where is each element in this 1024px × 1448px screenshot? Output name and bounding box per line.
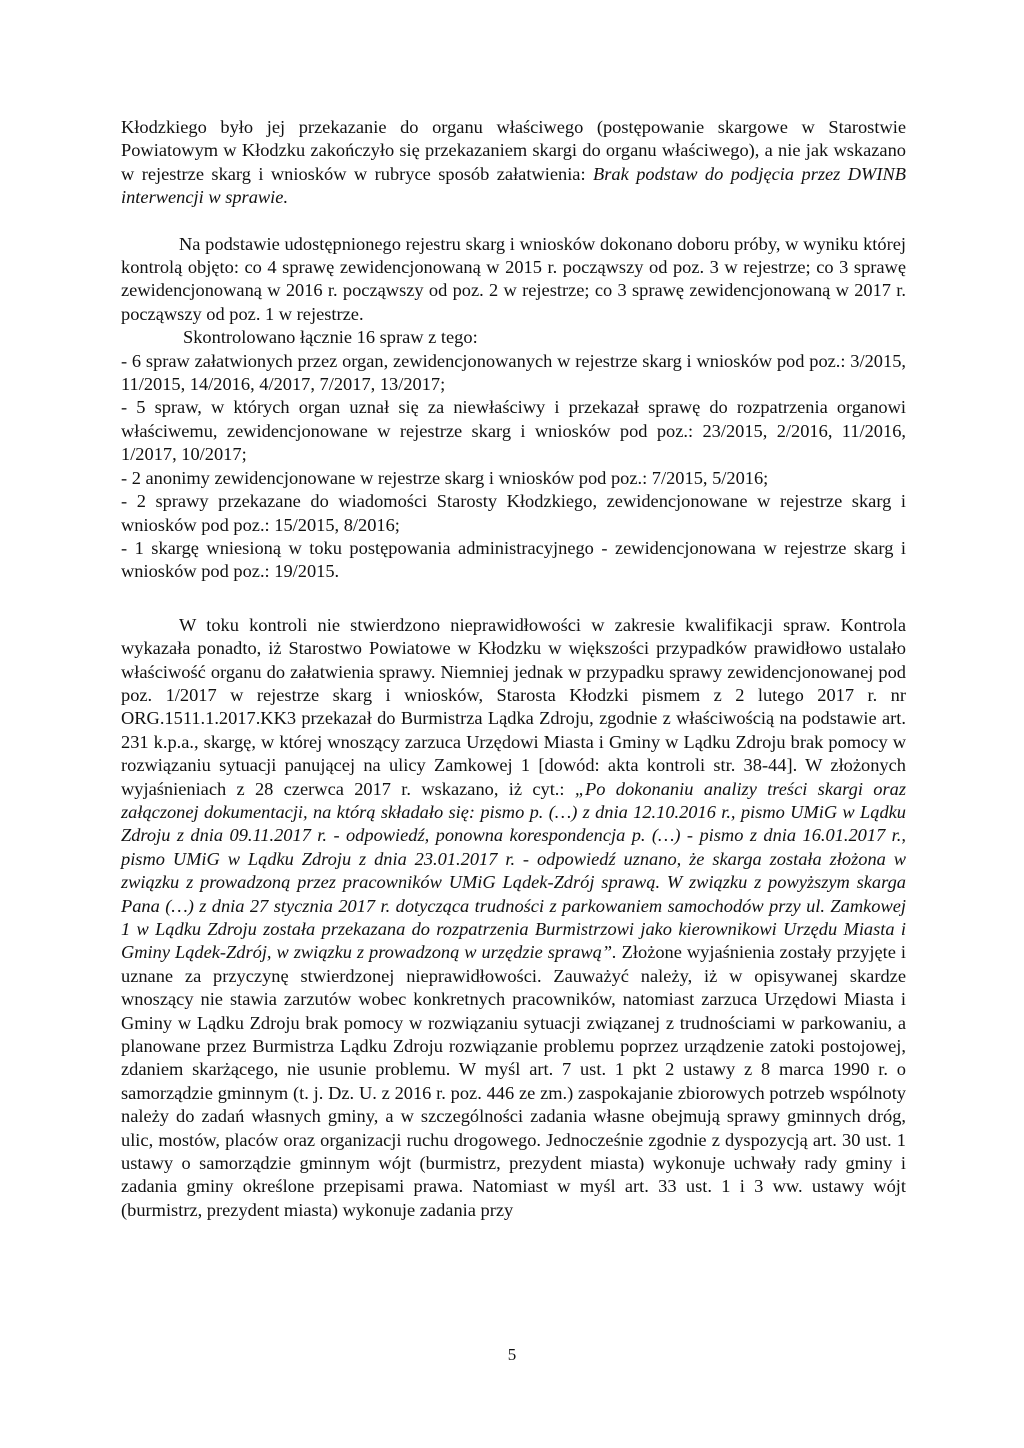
page-number: 5 [507, 1345, 517, 1364]
paragraph-1-text: Kłodzkiego było jej przekazanie do organu właściwego (postępowanie skargowe w Starostwie Powiatowym w Kłodzku zakończyło się przekazaniem skargi do organu właściwego), a nie jak wskazano w rejestrze skarg i wniosków w rubryce sposób załatwienia: [121, 117, 906, 184]
paragraph-sample-selection: Na podstawie udostępnionego rejestru skarg i wniosków dokonano doboru próby, w wyniku której kontrolą objęto: co 4 sprawę zewidencjonowaną w 2015 r. począwszy od poz. 3 w rejestrze; co 3 sprawę zewidencjonowaną w 2016 r. począwszy od poz. 2 w rejestrze; co 3 sprawę zewidencjonowaną w 2017 r. począwszy od poz. 1 w rejestrze. [121, 233, 906, 324]
list-item: - 1 skargę wniesioną w toku postępowania administracyjnego - zewidencjonowana w rejestrze skarg i wniosków pod poz.: 19/2015. [121, 537, 906, 582]
list-item: - 5 spraw, w których organ uznał się za niewłaściwy i przekazał sprawę do rozpatrzenia organowi właściwemu, zewidencjonowane w rejestrze skarg i wniosków pod poz.: 23/2015, 2/2016, 11/2016, 1/2017, 10/2017; [121, 397, 906, 465]
list-item: - 2 sprawy przekazane do wiadomości Starosty Kłodzkiego, zewidencjonowane w rejestrze skarg i wniosków pod poz.: 15/2015, 8/2016; [121, 491, 906, 535]
paragraph-summary: Skontrolowano łącznie 16 spraw z tego: [183, 327, 478, 348]
paragraph-findings-quote: „Po dokonaniu analizy treści skargi oraz załączonej dokumentacji, na którą składało się: pismo p. (…) z dnia 12.10.2016 r., pismo UMiG w Lądku Zdroju z dnia 09.11.2017 r. - odpowiedź, ponowna korespondencja p. (…) - pismo z dnia 16.01.2017 r., pismo UMiG w Lądku Zdroju z dnia 23.01.2017 r. - odpowiedź uznano, że skarga została złożona w związku z prowadzoną przez pracowników UMiG Lądek-Zdrój sprawą. W związku z powyższym skarga Pana (…) z dnia 27 stycznia 2017 r. dotycząca trudności z parkowaniem samochodów przy ul. Zamkowej 1 w Lądku Zdroju została przekazana do rozpatrzenia Burmistrzowi jako kierownikowi Urzędu Miasta i Gminy Lądek-Zdrój, w związku z prowadzoną w urzędzie sprawą”. [121, 778, 906, 963]
list-item: - 2 anonimy zewidencjonowane w rejestrze skarg i wniosków pod poz.: 7/2015, 5/2016; [121, 467, 769, 488]
paragraph-findings [121, 614, 906, 1223]
list-item: - 6 spraw załatwionych przez organ, zewidencjonowanych w rejestrze skarg i wniosków pod poz.: 3/2015, 11/2015, 14/2016, 4/2017, 7/2017, 13/2017; [121, 350, 906, 395]
document-body [121, 116, 906, 1222]
paragraph-findings-text-b: Złożone wyjaśnienia zostały przyjęte i uznane za przyczynę stwierdzonej nieprawidłowości. Zauważyć należy, iż w opisywanej skardze wnoszący nie stawia zarzutów wobec konkretnych pracowników, natomiast zarzuca Urzędowi Miasta i Gminy w Lądku Zdroju brak pomocy w rozwiązaniu sytuacji związanej z trudnościami w parkowaniu, a planowane przez Burmistrza Lądku Zdroju rozwiązanie problemu poprzez urządzenie zatoki postojowej, zdaniem skarżącego, nie usunie problemu. W myśl art. 7 ust. 1 pkt 2 ustawy z 8 marca 1990 r. o samorządzie gminnym (t. j. Dz. U. z 2016 r. poz. 446 ze zm.) zaspokajanie zbiorowych potrzeb wspólnoty należy do zadań własnych gminy, a w szczególności zadania własne obejmują sprawy gminnych dróg, ulic, mostów, placów oraz organizacji ruchu drogowego. Jednocześnie zgodnie z dyspozycją art. 30 ust. 1 ustawy o samorządzie gminnym wójt (burmistrz, prezydent miasta) wykonuje uchwały rady gminy i zadania gminy określone przepisami prawa. Natomiast w myśl art. 33 ust. 1 i 3 ww. ustawy wójt (burmistrz, prezydent miasta) wykonuje zadania przy [121, 942, 906, 1220]
paragraph-1-italic: Brak podstaw do podjęcia przez DWINB interwencji w sprawie. [121, 163, 906, 208]
paragraph-findings-text-a: W toku kontroli nie stwierdzono nieprawidłowości w zakresie kwalifikacji spraw. Kontrola wykazała ponadto, iż Starostwo Powiatowe w Kłodzku w większości przypadków prawidłowo ustalało właściwość organu do załatwienia sprawy. Niemniej jednak w przypadku sprawy zewidencjonowanej pod poz. 1/2017 w rejestrze skarg i wniosków, Starosta Kłodzki pismem z 2 lutego 2017 r. nr ORG.1511.1.2017.KK3 przekazał do Burmistrza Lądka Zdroju, zgodnie z właściwością na podstawie art. 231 k.p.a., skargę, w której wnoszący zarzuca Urzędowi Miasta i Gminy w Lądku Zdroju brak pomocy w rozwiązaniu sytuacji panującej na ulicy Zamkowej 1 [dowód: akta kontroli str. 38-44]. W złożonych wyjaśnieniach z 28 czerwca 2017 r. wskazano, iż cyt.: [121, 614, 906, 799]
paragraph-1 [121, 116, 906, 210]
